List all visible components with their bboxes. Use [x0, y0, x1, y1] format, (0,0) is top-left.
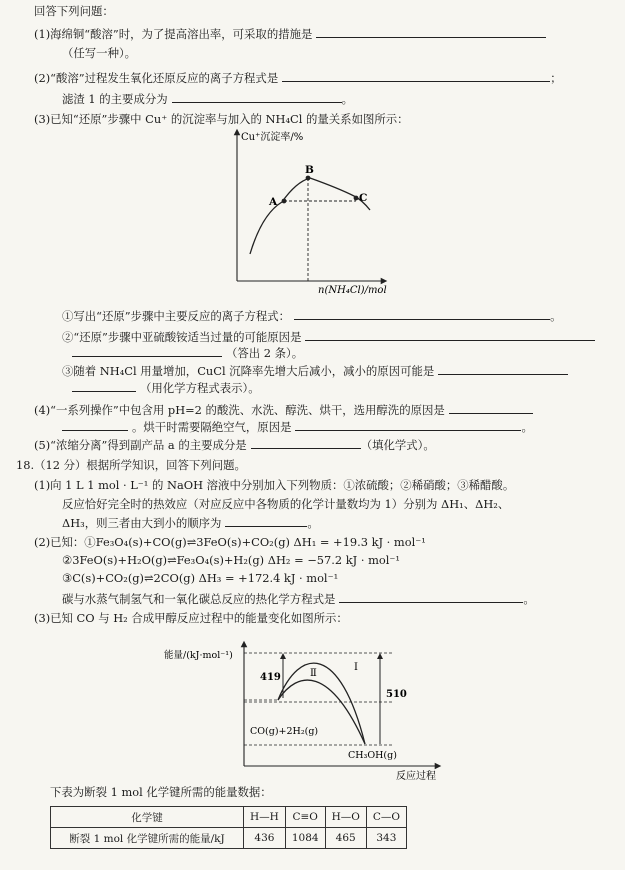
label-curve-ii: Ⅱ — [310, 668, 317, 679]
value-510: 510 — [386, 689, 407, 700]
table-cell: 436 — [244, 828, 286, 849]
table-header-row — [51, 807, 407, 828]
point-a — [282, 199, 287, 204]
precipitation-curve — [250, 178, 370, 254]
answer-blank[interactable] — [295, 419, 521, 431]
question-1: (1)海绵铜“酸溶”时，为了提高溶出率，可采取的措施是 — [34, 26, 546, 42]
point-c — [354, 196, 359, 201]
table-cell: 465 — [325, 828, 366, 849]
answer-blank[interactable] — [449, 402, 533, 414]
y-axis-label: Cu⁺沉淀率/% — [241, 132, 304, 143]
question-18-1b: 反应恰好完全时的热效应（对应反应中各物质的化学计量数均为 1）分别为 ΔH₁、ΔH₂、 — [62, 497, 510, 511]
table-cell: 1084 — [285, 828, 325, 849]
question-18-1c: ΔH₃，则三者由大到小的顺序为 。 — [62, 516, 319, 530]
table-header-cell: C—O — [366, 807, 406, 828]
question-3-2: ②“还原”步骤中亚硫酸铵适当过量的可能原因是 — [62, 329, 595, 345]
question-18-2b: ②3FeO(s)+H₂O(g)⇌Fe₃O₄(s)+H₂(g) ΔH₂ = −57.2 kJ · mol⁻¹ — [62, 553, 400, 567]
question-4b: 。烘干时需要隔绝空气，原因是 。 — [62, 419, 533, 435]
product-label: CH₃OH(g) — [348, 750, 397, 761]
answer-blank[interactable] — [294, 308, 550, 320]
value-419: 419 — [260, 672, 281, 683]
answer-blank[interactable] — [251, 437, 361, 449]
question-18-1: (1)向 1 L 1 mol · L⁻¹ 的 NaOH 溶液中分别加入下列物质：①浓硫酸；②稀硝酸；③稀醋酸。 — [34, 478, 515, 492]
precipitation-chart — [226, 126, 396, 296]
answer-blank[interactable] — [438, 363, 568, 375]
answer-blank[interactable] — [305, 329, 595, 341]
table-cell: 343 — [366, 828, 406, 849]
question-18: 18.（12 分）根据所学知识，回答下列问题。 — [16, 458, 246, 472]
question-4: (4)“一系列操作”中包含用 pH=2 的酸洗、水洗、醇洗、烘干，选用醇洗的原因是 — [34, 402, 533, 418]
x-axis-label: n(NH₄Cl)/mol — [318, 285, 387, 296]
y-axis-label: 能量/(kJ·mol⁻¹) — [164, 650, 233, 661]
table-cell: 断裂 1 mol 化学键所需的能量/kJ — [51, 828, 244, 849]
question-3-3b: （用化学方程式表示）。 — [72, 380, 260, 396]
answer-blank[interactable] — [316, 26, 546, 38]
reactants-label: CO(g)+2H₂(g) — [250, 726, 319, 737]
table-header-cell: C≡O — [285, 807, 325, 828]
label-a: A — [269, 196, 278, 208]
x-axis-label: 反应过程 — [396, 771, 436, 782]
answer-blank[interactable] — [339, 591, 523, 603]
question-18-3: (3)已知 CO 与 H₂ 合成甲醇反应过程中的能量变化如图所示： — [34, 611, 348, 625]
answer-blank[interactable] — [282, 70, 550, 82]
table-intro: 下表为断裂 1 mol 化学键所需的能量数据： — [50, 785, 272, 799]
table-header-cell: H—O — [325, 807, 366, 828]
answer-blank[interactable] — [62, 419, 128, 431]
energy-diagram — [160, 640, 460, 782]
question-3-3: ③随着 NH₄Cl 用量增加，CuCl 沉降率先增大后减小，减小的原因可能是 — [62, 363, 568, 379]
intro-text: 回答下列问题： — [34, 4, 114, 18]
question-3-2b: （答出 2 条）。 — [72, 345, 303, 361]
question-3: (3)已知“还原”步骤中 Cu⁺ 的沉淀率与加入的 NH₄Cl 的量关系如图所示： — [34, 112, 409, 126]
answer-blank[interactable] — [225, 515, 307, 527]
question-5: (5)“浓缩分离”得到副产品 a 的主要成分是 （填化学式）。 — [34, 438, 435, 452]
answer-blank[interactable] — [172, 91, 342, 103]
question-18-2c: ③C(s)+CO₂(g)⇌2CO(g) ΔH₃ = +172.4 kJ · mol⁻¹ — [62, 571, 339, 585]
question-3-1: ①写出“还原”步骤中主要反应的离子方程式： 。 — [62, 309, 562, 323]
label-b: B — [305, 164, 314, 176]
label-c: C — [359, 192, 368, 204]
question-2: (2)“酸溶”过程发生氧化还原反应的离子方程式是 ； — [34, 71, 562, 85]
question-1-note: （任写一种）。 — [62, 46, 137, 60]
table-header-cell: 化学键 — [51, 807, 244, 828]
answer-blank[interactable] — [72, 345, 222, 357]
point-b — [306, 176, 311, 181]
table-row — [51, 828, 407, 849]
answer-blank[interactable] — [72, 380, 136, 392]
question-18-2d: 碳与水蒸气制氢气和一氧化碳总反应的热化学方程式是 。 — [62, 592, 535, 606]
table-header-cell: H—H — [244, 807, 286, 828]
question-18-2a: (2)已知：①Fe₃O₄(s)+CO(g)⇌3FeO(s)+CO₂(g) ΔH₁ = +19.3 kJ · mol⁻¹ — [34, 535, 426, 549]
bond-energy-table — [50, 806, 407, 849]
question-2b: 滤渣 1 的主要成分为 。 — [62, 92, 354, 106]
label-curve-i: Ⅰ — [354, 662, 358, 673]
